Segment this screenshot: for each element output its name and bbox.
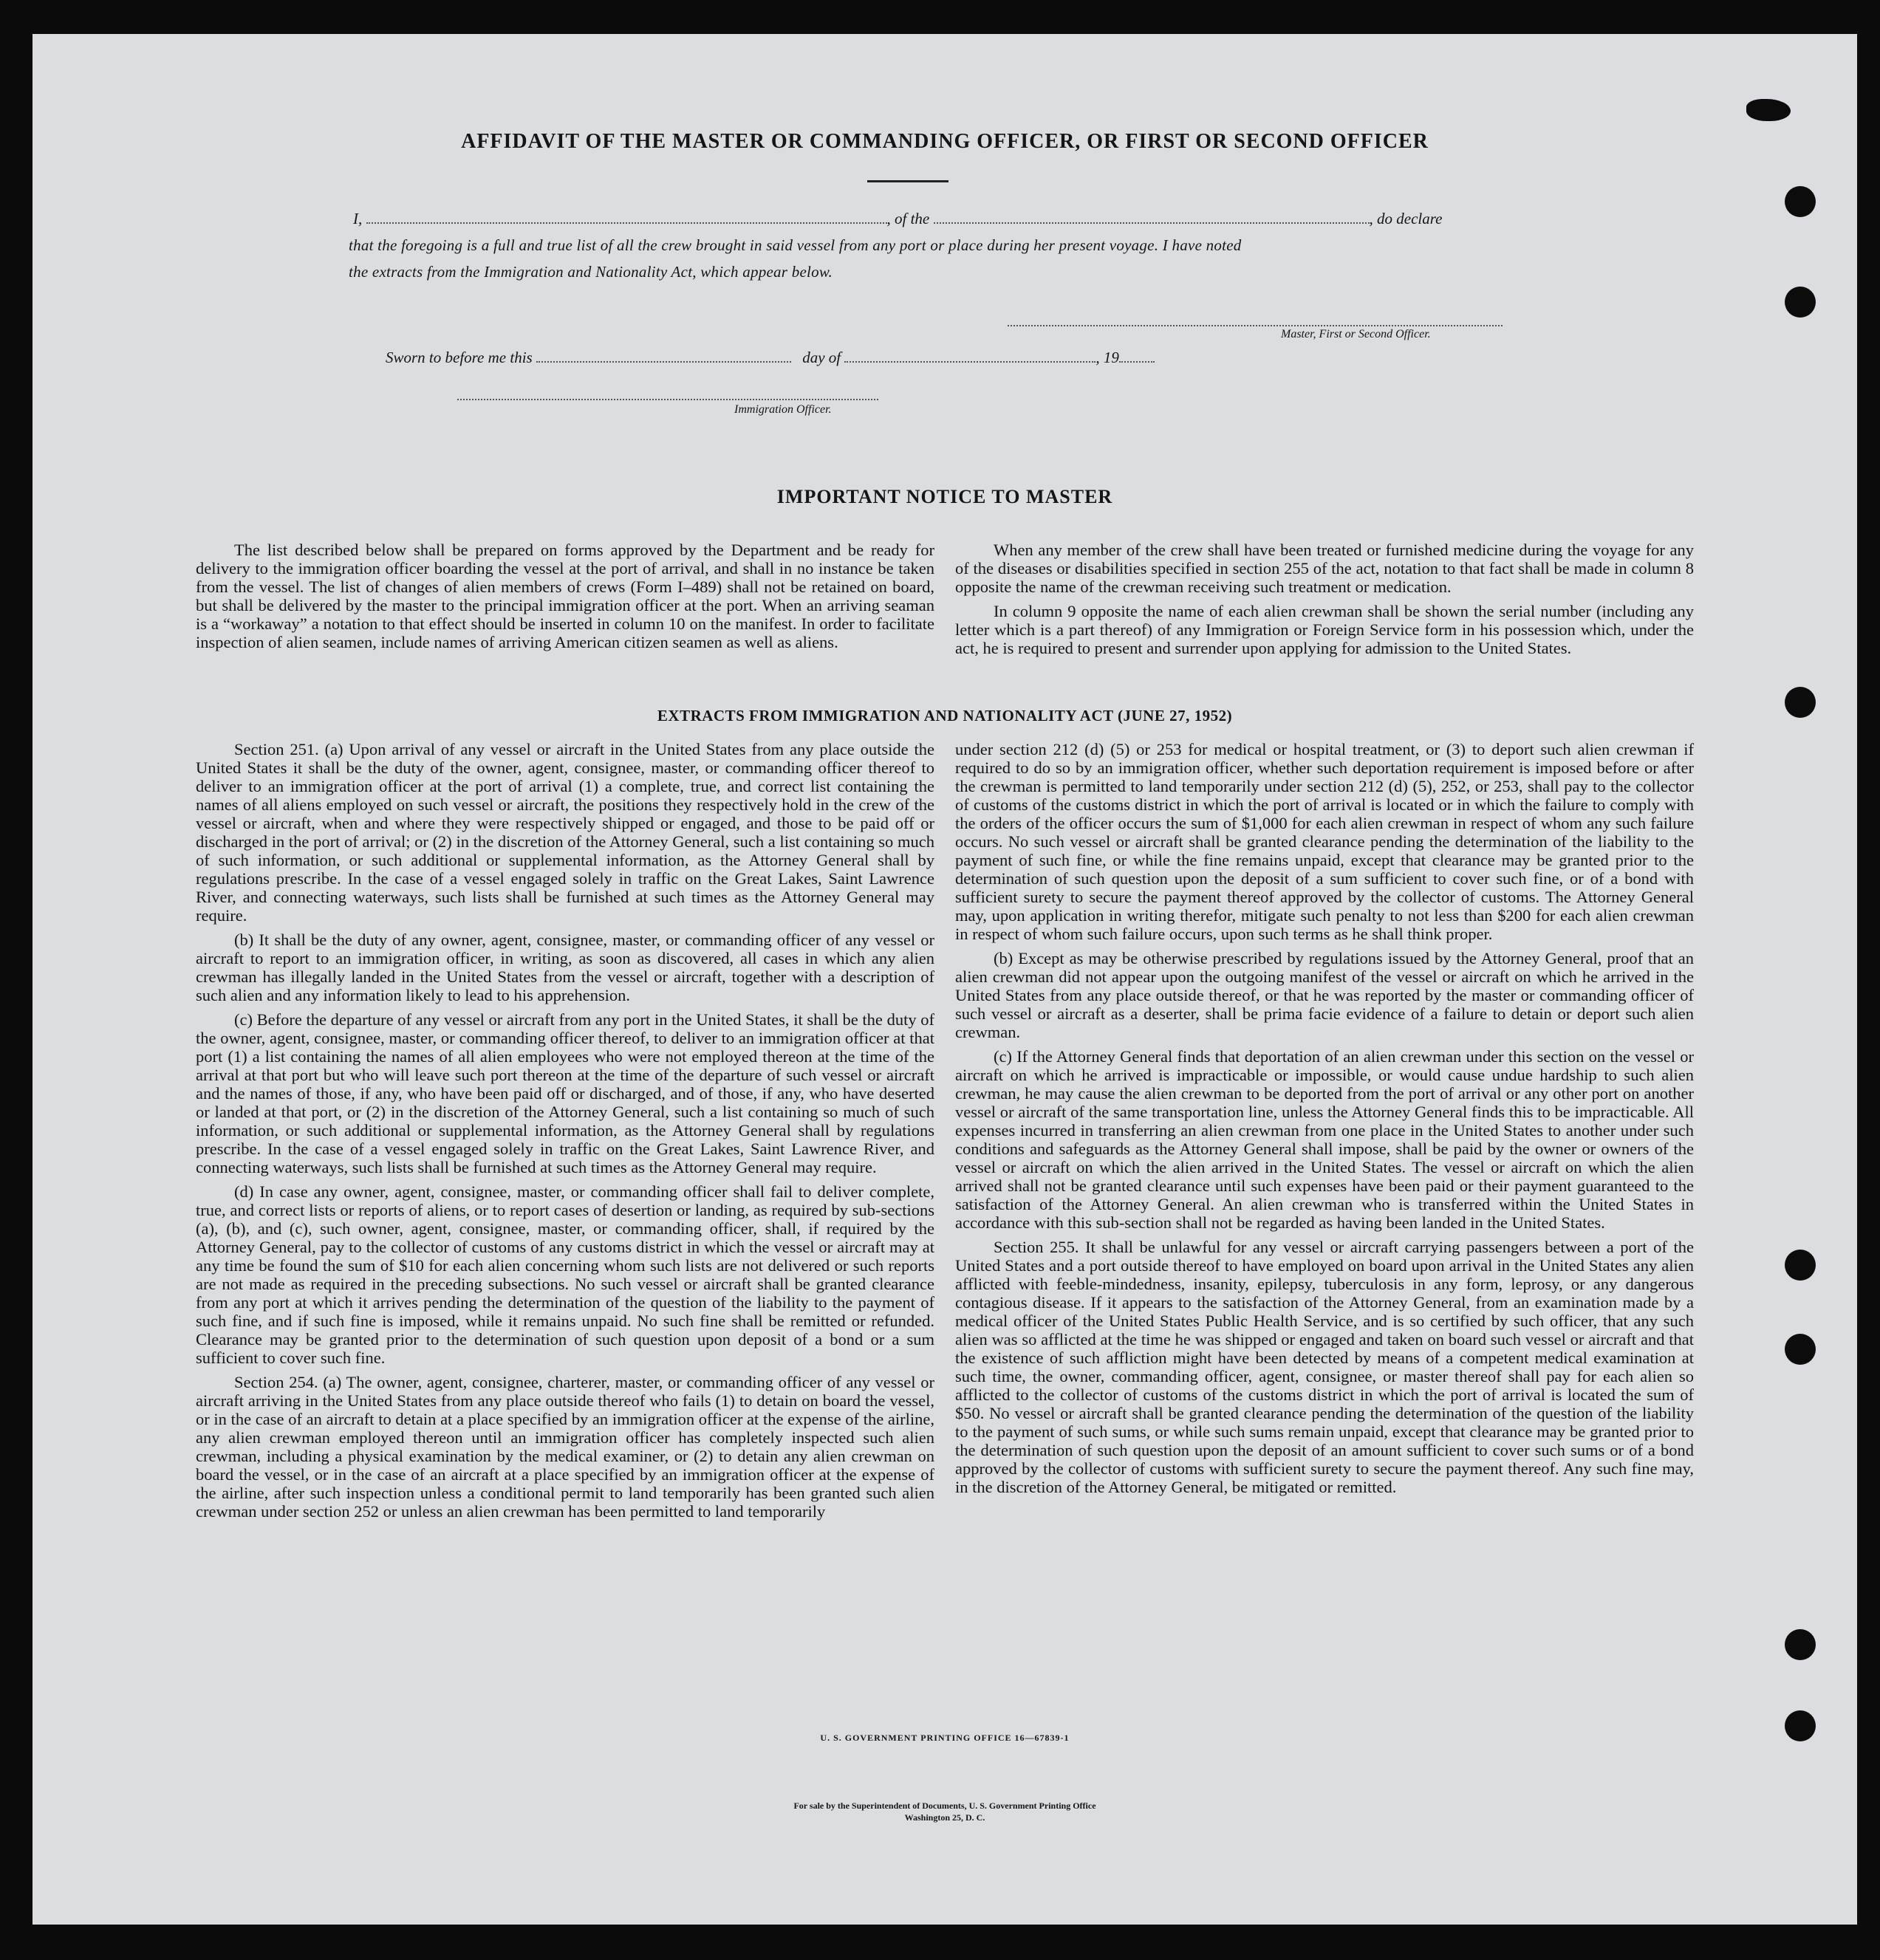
- punch-hole: [1785, 1629, 1816, 1660]
- month-blank[interactable]: [844, 349, 1095, 363]
- name-blank[interactable]: [366, 210, 887, 224]
- section-255: Section 255. It shall be unlawful for any vessel or aircraft carrying passengers between a port of the United States and a port outside thereof to have employed on board upon arrival in the United States any alien afflicted with feeble-mindedness, insanity, epilepsy, tuberculosis in any form, leprosy, or any dangerous contagious disease. If it appears to the satisfaction of the Attorney General, from an examination made by a medical officer of the United States Public Health Service, and is so certified by such officer, that any such alien was so afflicted at the time he was shipped or engaged and taken on board such vessel or aircraft and that the existence of such affliction might have been detected by means of a competent medical examination at such time, the owner, commanding officer, agent, consignee, or master thereof shall pay for each alien so afflicted to the collector of customs of the customs district in which the port of arrival is located the sum of $50. No vessel or aircraft shall be granted clearance pending the determination of the question of the liability to the payment of such sums, or while such sums remain unpaid, except that clearance may be granted prior to the determination of such question upon the deposit of an amount sufficient to cover such sums or of a bond approved by the collector of customs with sufficient surety to secure the payment thereof. Any such fine may, in the discretion of the Attorney General, be mitigated or remitted.: [955, 1238, 1694, 1496]
- statement-line-1: that the foregoing is a full and true list of all the crew brought in said vessel from any port or place during her present voyage. I have noted: [349, 236, 1242, 254]
- i-label: I,: [353, 210, 363, 227]
- affidavit-title: AFFIDAVIT OF THE MASTER OR COMMANDING OFFICER, OR FIRST OR SECOND OFFICER: [461, 130, 1429, 153]
- officer-label: Immigration Officer.: [734, 403, 832, 416]
- extracts-left-column: [196, 740, 934, 1521]
- do-declare-label: , do declare: [1369, 210, 1443, 227]
- vessel-blank[interactable]: [934, 210, 1370, 224]
- master-signature-line[interactable]: [1008, 325, 1503, 326]
- notice-right-paragraph-1: When any member of the crew shall have been treated or furnished medicine during the voyage for any of the diseases or disabilities specified in section 255 of the act, notation to that fact shall be made in column 8 opposite the name of the crewman receiving such treatment or medication.: [955, 541, 1694, 596]
- officer-signature-line[interactable]: [457, 399, 878, 400]
- printing-office-line: U. S. GOVERNMENT PRINTING OFFICE 16—67839-1: [820, 1733, 1070, 1743]
- declaration-line: [353, 210, 1542, 228]
- section-254-c: (c) If the Attorney General finds that deportation of an alien crewman under this section on the vessel or aircraft on which he arrived is impracticable or impossible, or would cause undue hardship to such alien crewman, he may cause the alien crewman to be deported from the port of arrival or any other port on another vessel or aircraft of the same transportation line, unless the Attorney General finds this to be impracticable. All expenses incurred in transferring an alien crewman from one place in the United States to another under such conditions and safeguards as the Attorney General shall impose, shall be paid by the owner or owners of the vessel or aircraft on which the alien arrived in the United States. The vessel or aircraft on which the alien arrived shall not be granted clearance until such expenses have been paid or their payment guaranteed to the satisfaction of the Attorney General. An alien crewman who is transferred within the United States in accordance with this sub-section shall not be regarded as having been landed in the United States.: [955, 1047, 1694, 1232]
- punch-hole: [1746, 99, 1791, 121]
- section-251-a: Section 251. (a) Upon arrival of any vessel or aircraft in the United States from any place outside the United States it shall be the duty of the owner, agent, consignee, master, or commanding officer thereof to deliver to an immigration officer at the port of arrival (1) a complete, true, and correct list containing the names of all aliens employed on such vessel or aircraft, the positions they respectively hold in the crew of the vessel or aircraft, when and where they were respectively shipped or engaged, and those to be paid off or discharged in the port of arrival; or (2) in the discretion of the Attorney General, such a list containing so much of such information, or such additional or supplemental information, as the Attorney General shall by regulations prescribe. In the case of a vessel engaged solely in traffic on the Great Lakes, Saint Lawrence River, and connecting waterways, such lists shall be furnished at such times as the Attorney General may require.: [196, 740, 934, 925]
- of-the-label: , of the: [886, 210, 930, 227]
- day-of-label: day of: [802, 349, 841, 366]
- section-251-b: (b) It shall be the duty of any owner, agent, consignee, master, or commanding officer of any vessel or aircraft to report to an immigration officer, in writing, as soon as discovered, all cases in which any alien crewman has illegally landed in the United States from the vessel or aircraft, together with a description of such alien and any information likely to lead to his apprehension.: [196, 931, 934, 1004]
- sworn-label: Sworn to before me this: [386, 349, 533, 366]
- for-sale-line-1: For sale by the Superintendent of Documents, U. S. Government Printing Office: [793, 1800, 1096, 1811]
- section-254-a: Section 254. (a) The owner, agent, consignee, charterer, master, or commanding officer of any vessel or aircraft arriving in the United States from any place outside thereof who fails (1) to detain on board the vessel, or in the case of an aircraft to detain at a place specified by an immigration officer at the expense of the airline, any alien crewman employed thereon until an immigration officer has completely inspected such alien crewman, including a physical examination by the medical examiner, or (2) to detain any alien crewman on board the vessel, or in the case of an aircraft at a place specified by an immigration officer at the expense of the airline, after such inspection unless a conditional permit to land temporarily has been granted such alien crewman under section 252 or unless an alien crewman has been permitted to land temporarily: [196, 1373, 934, 1521]
- notice-heading: IMPORTANT NOTICE TO MASTER: [776, 486, 1113, 507]
- section-254-b: (b) Except as may be otherwise prescribed by regulations issued by the Attorney General, proof that an alien crewman did not appear upon the outgoing manifest of the vessel or aircraft on which he arrived in the United States from any place outside thereof, or that he was reported by the master or commanding officer of such vessel or aircraft as a deserter, shall be prima facie evidence of a failure to detain or deport such alien crewman.: [955, 949, 1694, 1041]
- master-label: Master, First or Second Officer.: [1281, 328, 1431, 340]
- section-251-c: (c) Before the departure of any vessel or aircraft from any port in the United States, it shall be the duty of the owner, agent, consignee, master, or commanding officer thereof, to deliver to an immigration officer at that port (1) a list containing the names of all alien employees who were not employed thereon at the time of the arrival at that port but who will leave such port thereon at the time of the departure of such vessel or aircraft and the names of those, if any, who have been paid off or discharged, and of those, if any, who have deserted or landed at that port, or (2) in the discretion of the Attorney General, such a list containing so much of such information, or such additional or supplemental information, as the Attorney General shall by regulations prescribe. In the case of a vessel engaged solely in traffic on the Great Lakes, Saint Lawrence River, and connecting waterways, such lists shall be furnished at such times as the Attorney General may require.: [196, 1010, 934, 1176]
- extracts-right-column: [955, 740, 1694, 1496]
- punch-hole: [1785, 1334, 1816, 1365]
- year-prefix: , 19: [1095, 349, 1119, 366]
- statement-line-2: the extracts from the Immigration and Nationality Act, which appear below.: [349, 263, 833, 281]
- punch-hole: [1785, 1250, 1816, 1281]
- document-page: [33, 34, 1857, 1925]
- sworn-day-blank[interactable]: [536, 349, 791, 363]
- title-rule: [867, 180, 948, 182]
- year-blank[interactable]: [1119, 349, 1155, 363]
- notice-right-paragraph-2: In column 9 opposite the name of each alien crewman shall be shown the serial number (including any letter which is a part thereof) of any Immigration or Foreign Service form in his possession which, under the act, he is required to present and surrender upon applying for admission to the United States.: [955, 602, 1694, 657]
- section-251-d: (d) In case any owner, agent, consignee, master, or commanding officer shall fail to deliver complete, true, and correct lists or reports of aliens, or to report cases of desertion or landing, as required by sub-sections (a), (b), and (c), such owner, agent, consignee, master, or commanding officer, shall, if required by the Attorney General, pay to the collector of customs of any customs district in which the vessel or aircraft may at any time be found the sum of $10 for each alien concerning whom such lists are not delivered or such reports are not made as required in the preceding subsections. No such vessel or aircraft shall be granted clearance from any port at which it arrives pending the determination of the question of the liability to the payment of such fine, and if such fine is imposed, while it remains unpaid. No such fine shall be remitted or refunded. Clearance may be granted prior to the determination of such question upon deposit of a bond or a sum sufficient to cover such fine.: [196, 1182, 934, 1367]
- notice-right: [955, 541, 1694, 657]
- section-254-a-continued: under section 212 (d) (5) or 253 for medical or hospital treatment, or (3) to deport such alien crewman if required to do so by an immigration officer, whether such deportation requirement is imposed before or after the crewman is permitted to land temporarily under section 212 (d) (5), 252, or 253, shall pay to the collector of customs of the customs district in which the port of arrival is located or in which the failure to comply with the orders of the officer occurs the sum of $1,000 for each alien crewman in respect of whom any such failure occurs. No such vessel or aircraft shall be granted clearance pending the determination of the liability to the payment of such fine, or while the fine remains unpaid, except that clearance may be granted prior to the determination of such question upon the deposit of a sum sufficient to cover such fine, or of a bond with sufficient surety to secure the payment thereof approved by the collector of customs. The Attorney General may, upon application in writing therefor, mitigate such penalty to not less than $200 for each alien crewman in respect of whom such failure occurs, upon such terms as he shall think proper.: [955, 740, 1694, 943]
- punch-hole: [1785, 287, 1816, 318]
- punch-hole: [1785, 186, 1816, 217]
- sworn-line: [386, 349, 1155, 367]
- notice-left: [196, 541, 934, 651]
- for-sale-line-2: Washington 25, D. C.: [904, 1812, 985, 1823]
- notice-left-paragraph: The list described below shall be prepared on forms approved by the Department and be ready for delivery to the immigration officer boarding the vessel at the port of arrival, and shall in no instance be taken from the vessel. The list of changes of alien members of crews (Form I–489) shall not be retained on board, but shall be delivered by the master to the principal immigration officer at the port. When an arriving seaman is a “workaway” a notation to that effect should be inserted in column 10 on the manifest. In order to facilitate inspection of alien seamen, include names of arriving American citizen seamen as well as aliens.: [196, 541, 934, 651]
- extracts-heading: EXTRACTS FROM IMMIGRATION AND NATIONALITY ACT (JUNE 27, 1952): [657, 707, 1233, 724]
